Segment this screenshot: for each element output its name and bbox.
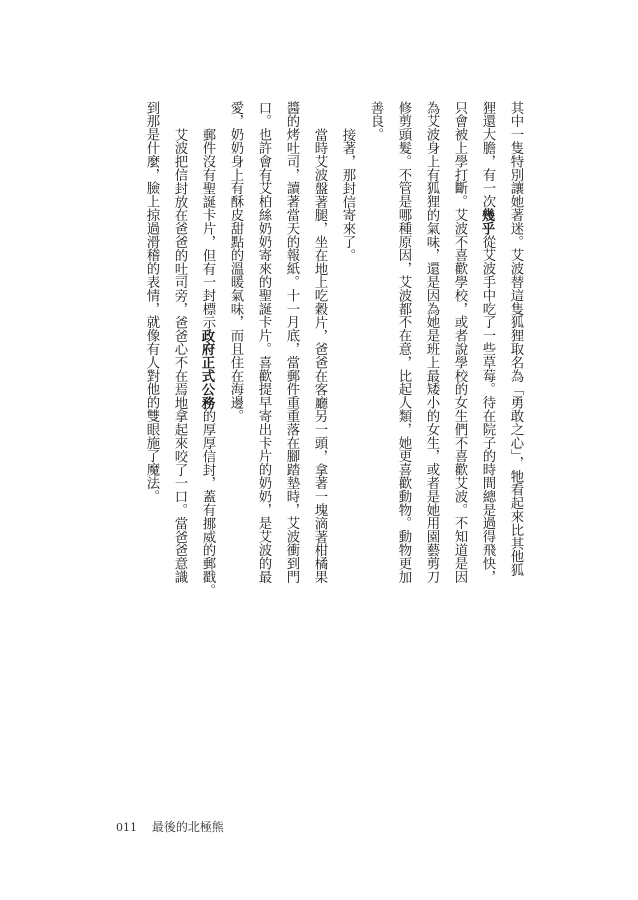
text-segment: 愛，奶奶身上有酥皮甜點的溫暖氣味，而且住在海邊。 xyxy=(228,101,243,423)
text-segment: 狸還大膽，有一次 xyxy=(480,101,495,209)
vertical-body-text xyxy=(137,101,529,601)
text-column xyxy=(305,101,333,601)
bold-phrase: 政府正式公務 xyxy=(199,328,215,410)
running-title: 最後的北極熊 xyxy=(151,820,224,834)
text-segment: 從艾波手中吃了一些草莓。待在院子的時間總是過得飛快， xyxy=(480,235,495,584)
text-segment: 修剪頭髮。不管是哪種原因，艾波都不在意，比起人類，她更喜歡動物。動物更加 xyxy=(396,101,411,584)
text-column xyxy=(361,101,389,601)
text-segment: 當時艾波盤著腿，坐在地上吃穀片，爸爸在客廳另一頭，拿著一塊滴著柑橘果 xyxy=(312,127,327,584)
bold-phrase: 幾乎 xyxy=(479,208,495,236)
text-segment: 其中一隻特別讓她著迷。艾波替這隻狐狸取名為「勇敢之心」，牠看起來比其他狐 xyxy=(508,101,523,577)
text-column xyxy=(445,101,473,601)
text-segment: 艾波把信封放在爸爸的吐司旁，爸爸心不在焉地拿起來咬了一口。當爸爸意識 xyxy=(172,127,187,584)
text-segment: 口。也許會有艾柏絲奶奶寄來的聖誕卡片。喜歡提早寄出卡片的奶奶，是艾波的最 xyxy=(256,101,271,584)
text-segment: 只會被上學打斷。艾波不喜歡學校，或者說學校的女生們不喜歡艾波。不知道是因 xyxy=(452,101,467,584)
text-column xyxy=(501,101,529,601)
text-column xyxy=(137,101,165,601)
text-column xyxy=(417,101,445,601)
text-column xyxy=(473,101,501,601)
text-column xyxy=(249,101,277,601)
text-column xyxy=(389,101,417,601)
text-column xyxy=(277,101,305,601)
text-segment: 為艾波身上有狐狸的氣味，還是因為她是班上最矮小的女生，或者是她用園藝剪刀 xyxy=(424,101,439,584)
text-segment: 善良。 xyxy=(368,101,383,142)
text-segment: 到那是什麼，臉上掠過滑稽的表情，就像有人對他的雙眼施了魔法。 xyxy=(144,101,159,503)
text-column xyxy=(221,101,249,601)
text-segment: 接著，那封信寄來了。 xyxy=(340,127,355,262)
text-column xyxy=(333,101,361,601)
text-segment: 郵件沒有聖誕卡片，但有一封標示 xyxy=(200,127,215,329)
text-segment: 的厚厚信封，蓋有挪威的郵戳。 xyxy=(200,409,215,597)
text-column xyxy=(193,101,221,601)
text-column xyxy=(165,101,193,601)
page-footer xyxy=(116,818,224,835)
page-number: 011 xyxy=(116,821,137,834)
text-segment: 醬的烤吐司，讀著當天的報紙。十一月底，當郵件重重落在腳踏墊時，艾波衝到門 xyxy=(284,101,299,584)
